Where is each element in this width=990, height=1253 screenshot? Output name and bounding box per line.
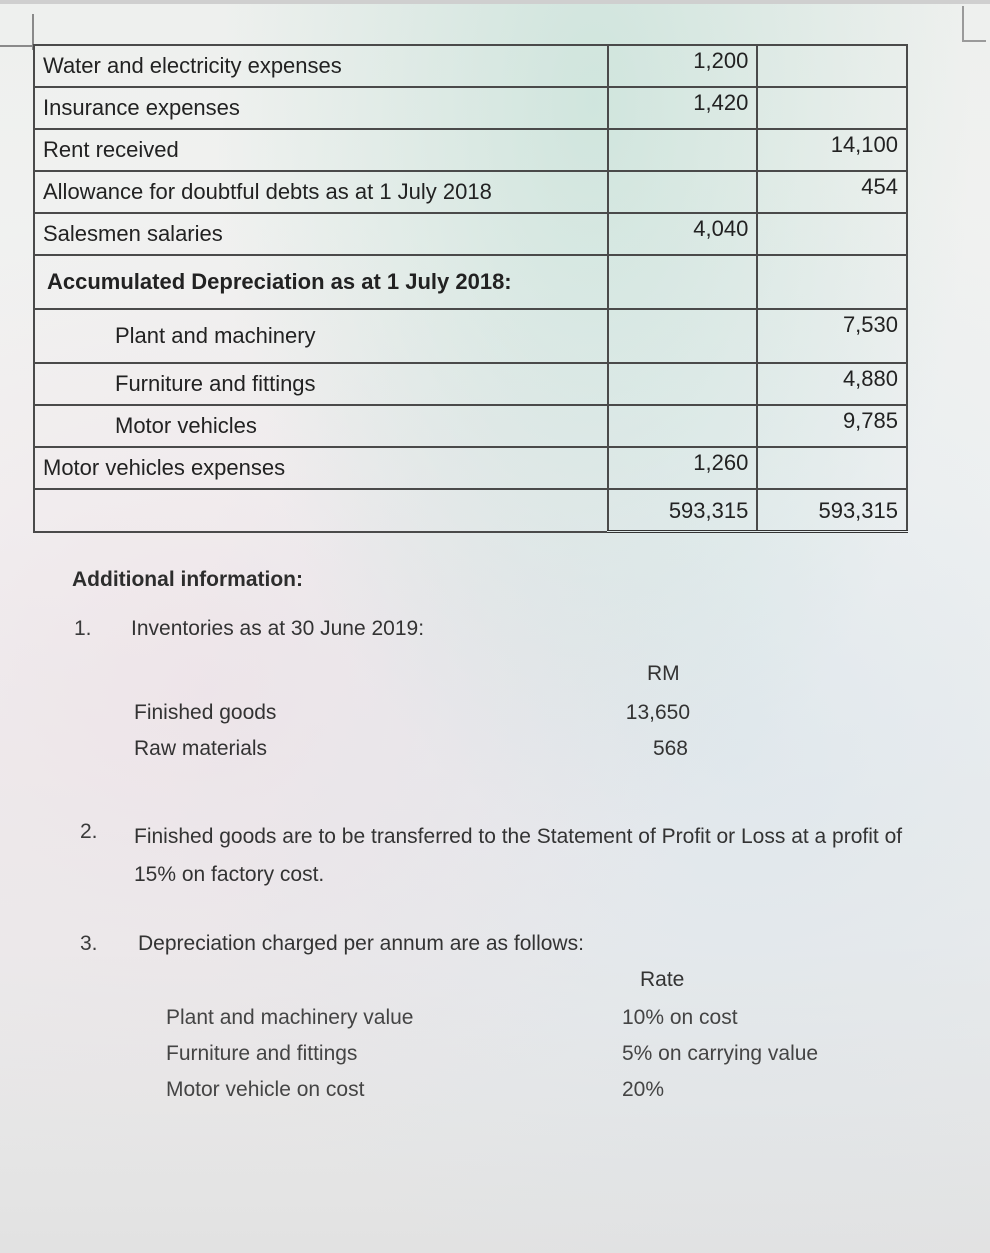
debit-cell — [608, 309, 758, 363]
credit-cell: 454 — [757, 171, 907, 213]
depreciation-row — [166, 1042, 818, 1066]
debit-cell: 1,260 — [608, 447, 758, 489]
row-description: Insurance expenses — [34, 87, 608, 129]
credit-cell — [757, 87, 907, 129]
credit-cell — [757, 213, 907, 255]
inventory-label: Raw materials — [134, 737, 268, 760]
depreciation-label: Motor vehicle on cost — [166, 1078, 365, 1101]
row-description: Motor vehicles expenses — [34, 447, 608, 489]
depreciation-rate: 10% on cost — [622, 1006, 738, 1029]
row-description-section-heading: Accumulated Depreciation as at 1 July 2018: — [34, 255, 608, 309]
inventory-label: Finished goods — [134, 701, 277, 724]
debit-cell: 4,040 — [608, 213, 758, 255]
totals-label-cell — [34, 489, 608, 532]
debit-cell — [608, 363, 758, 405]
inventory-value: 568 — [652, 737, 688, 760]
depreciation-rate: 20% — [622, 1078, 665, 1101]
table-row — [34, 405, 907, 447]
debit-cell — [608, 405, 758, 447]
table-row — [34, 213, 907, 255]
row-description: Plant and machinery — [34, 309, 608, 363]
depreciation-row — [166, 1006, 738, 1030]
credit-cell: 9,785 — [757, 405, 907, 447]
credit-cell: 7,530 — [757, 309, 907, 363]
item-number: 2. — [80, 820, 98, 843]
inventory-row — [134, 737, 688, 761]
depreciation-rate: 5% on carrying value — [622, 1042, 819, 1065]
total-credit: 593,315 — [757, 489, 907, 532]
rate-heading: Rate — [640, 968, 685, 991]
trial-balance-table — [33, 44, 908, 533]
page-corner-mark — [962, 6, 986, 42]
debit-cell — [608, 129, 758, 171]
credit-cell — [757, 45, 907, 87]
debit-cell: 1,420 — [608, 87, 758, 129]
additional-information-heading: Additional information: — [72, 568, 303, 591]
row-description: Furniture and fittings — [34, 363, 608, 405]
inventory-row — [134, 701, 690, 725]
table-row — [34, 129, 907, 171]
totals-row — [34, 489, 907, 532]
table-row — [34, 447, 907, 489]
row-description: Allowance for doubtful debts as at 1 July 2018 — [34, 171, 608, 213]
row-description: Rent received — [34, 129, 608, 171]
row-description: Salesmen salaries — [34, 213, 608, 255]
currency-heading: RM — [647, 662, 680, 685]
credit-cell: 14,100 — [757, 129, 907, 171]
item-number: 3. — [80, 932, 98, 955]
finished-goods-note: Finished goods are to be transferred to the Statement of Profit or Loss at a profit of 15% on factory cost. — [134, 825, 903, 886]
table-row — [34, 255, 907, 309]
table-row — [34, 87, 907, 129]
table-row — [34, 171, 907, 213]
debit-cell — [608, 171, 758, 213]
total-debit: 593,315 — [608, 489, 758, 532]
top-border — [0, 0, 990, 4]
depreciation-label: Furniture and fittings — [166, 1042, 358, 1065]
table-row — [34, 309, 907, 363]
inventory-value: 13,650 — [625, 701, 690, 724]
credit-cell: 4,880 — [757, 363, 907, 405]
debit-cell: 1,200 — [608, 45, 758, 87]
row-description: Motor vehicles — [34, 405, 608, 447]
depreciation-label: Plant and machinery value — [166, 1006, 414, 1029]
credit-cell — [757, 255, 907, 309]
table-row — [34, 363, 907, 405]
depreciation-row — [166, 1078, 664, 1102]
inventories-heading: Inventories as at 30 June 2019: — [131, 617, 425, 640]
depreciation-heading: Depreciation charged per annum are as follows: — [138, 932, 584, 955]
item-number: 1. — [74, 617, 92, 640]
table-row — [34, 45, 907, 87]
row-description: Water and electricity expenses — [34, 45, 608, 87]
debit-cell — [608, 255, 758, 309]
table-left-tick — [0, 45, 34, 47]
credit-cell — [757, 447, 907, 489]
